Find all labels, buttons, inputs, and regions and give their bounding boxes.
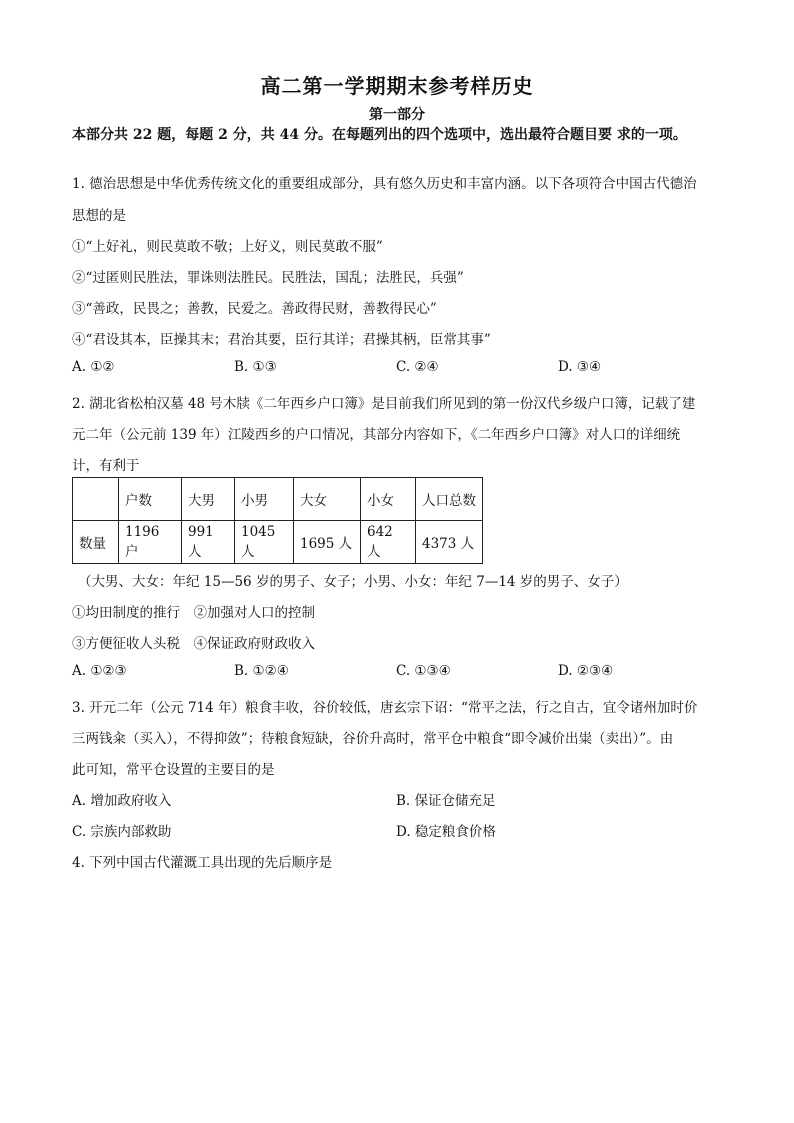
q1-option-c: C. ②④ [396, 359, 439, 375]
q2-option-c: C. ①③④ [396, 663, 451, 679]
table-header-cell: 大男 [182, 478, 235, 521]
q2-statements-line-1: ①均田制度的推行 ②加强对人口的控制 [72, 605, 315, 621]
q2-stem-line-1: 2. 湖北省松柏汉墓 48 号木牍《二年西乡户口簿》是目前我们所见到的第一份汉代乡级户口簿，记载了建 [72, 396, 696, 412]
table-cell: 642 人 [361, 521, 416, 564]
q1-stem-line-1: 1. 德治思想是中华优秀传统文化的重要组成部分，具有悠久历史和丰富内涵。以下各项符合中国古代德治 [72, 176, 697, 192]
q2-statements-line-2: ③方便征收人头税 ④保证政府财政收入 [72, 636, 315, 652]
q3-option-a: A. 增加政府收入 [72, 793, 172, 809]
table-cell: 991 人 [182, 521, 235, 564]
q1-statement-3: ③“善政，民畏之；善教，民爱之。善政得民财，善教得民心” [72, 301, 437, 317]
q1-option-b: B. ①③ [234, 359, 277, 375]
table-header-cell: 小男 [235, 478, 294, 521]
q3-option-b: B. 保证仓储充足 [396, 793, 496, 809]
table-cell: 4373 人 [416, 521, 483, 564]
q2-option-b: B. ①②④ [234, 663, 289, 679]
q1-stem-line-2: 思想的是 [72, 208, 126, 224]
q3-stem-line-1: 3. 开元二年（公元 714 年）粮食丰收，谷价较低，唐玄宗下诏：“常平之法，行之自古，宜令诸州加时价 [72, 700, 698, 716]
table-header-cell: 小女 [361, 478, 416, 521]
table-header-cell: 户数 [119, 478, 182, 521]
q2-table-note: （大男、大女：年纪 15—56 岁的男子、女子；小男、小女：年纪 7—14 岁的男子、女子） [78, 574, 628, 590]
q3-stem-line-2: 三两钱籴（买入），不得抑敛”；待粮食短缺，谷价升高时，常平仓中粮食“即令减价出粜（卖出）”。由 [72, 731, 674, 747]
q2-option-a: A. ①②③ [72, 663, 127, 679]
q3-option-d: D. 稳定粮食价格 [396, 824, 496, 840]
table-header-cell [73, 478, 119, 521]
table-cell: 1695 人 [294, 521, 361, 564]
q2-stem-line-3: 计，有利于 [72, 458, 140, 474]
q1-statement-4: ④“君设其本，臣操其末；君治其要，臣行其详；君操其柄，臣常其事” [72, 332, 491, 348]
table-cell: 数量 [73, 521, 119, 564]
q1-statement-2: ②“过匿则民胜法，罪诛则法胜民。民胜法，国乱；法胜民，兵强” [72, 270, 464, 286]
table-row [73, 521, 483, 564]
q4-stem-line-1: 4. 下列中国古代灌溉工具出现的先后顺序是 [72, 855, 333, 871]
q1-option-d: D. ③④ [558, 359, 602, 375]
table-header-cell: 人口总数 [416, 478, 483, 521]
table-cell: 1196 户 [119, 521, 182, 564]
table-cell: 1045 人 [235, 521, 294, 564]
table-header-row [73, 478, 483, 521]
table-header-cell: 大女 [294, 478, 361, 521]
q1-option-a: A. ①② [72, 359, 115, 375]
section-title: 第一部分 [369, 107, 425, 123]
census-table [72, 477, 483, 564]
q1-statement-1: ①“上好礼，则民莫敢不敬；上好义，则民莫敢不服” [72, 239, 383, 255]
q3-option-c: C. 宗族内部救助 [72, 824, 172, 840]
instructions: 本部分共 22 题，每题 2 分，共 44 分。在每题列出的四个选项中，选出最符合题目要 求的一项。 [72, 127, 687, 143]
page-title: 高二第一学期期末参考样历史 [260, 74, 534, 98]
q2-stem-line-2: 元二年（公元前 139 年）江陵西乡的户口情况，其部分内容如下，《二年西乡户口簿》对人口的详细统 [72, 427, 681, 443]
q2-option-d: D. ②③④ [558, 663, 614, 679]
q3-stem-line-3: 此可知，常平仓设置的主要目的是 [72, 762, 275, 778]
